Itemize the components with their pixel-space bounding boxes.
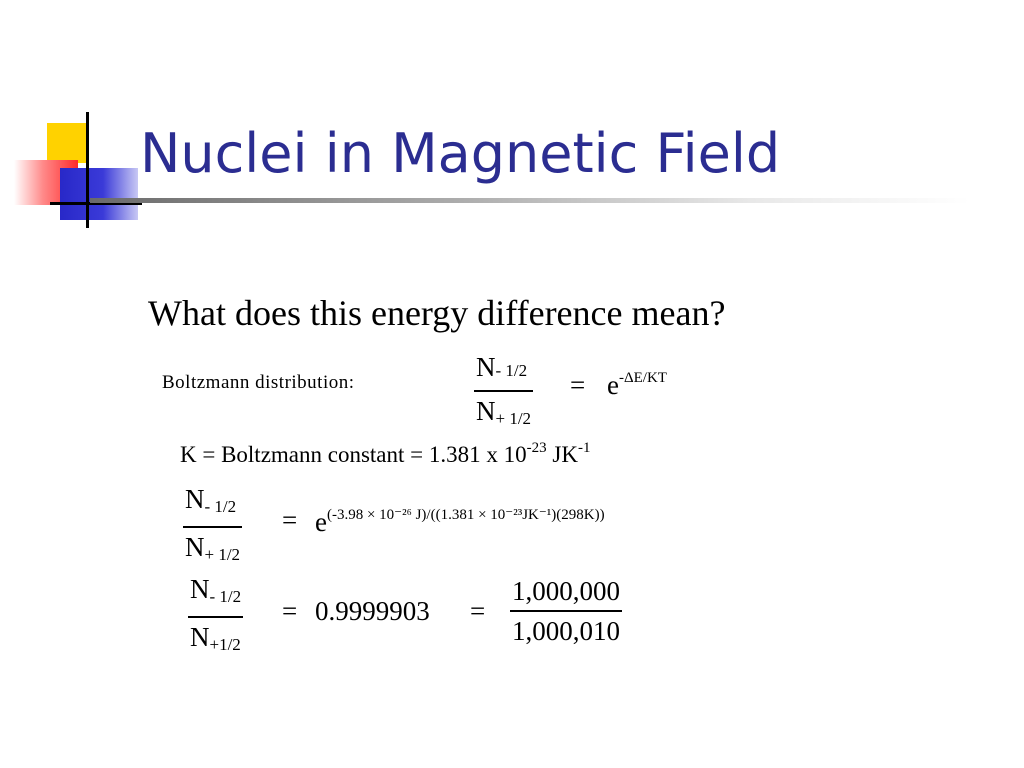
decor-yellow-square [47,123,87,163]
exponential-term-2: $e^{(-3.98 \times 10^{-26} J)/((1.381 \times 10^{-23}JK^{-1})(298K))}$ [315,507,605,537]
title-underline [90,198,970,203]
ratio-fraction-3 [188,572,243,662]
ratio-value: 0.9999903 [315,596,430,626]
fraction-bar [183,526,242,528]
boltzmann-constant: K = Boltzmann constant = 1.381 x $10^{-23}$ $JK^{-1}$ [180,440,591,467]
fraction-denominator: $N_{+1/2}$ [190,622,241,654]
boltzmann-label: Boltzmann distribution: [162,372,355,393]
decor-vertical-line [86,112,89,228]
question-text: What does this energy difference mean? [148,293,726,333]
fraction-bar [188,616,243,618]
equals-sign: = [470,596,486,626]
fraction-denominator: $N_{+ 1/2}$ [476,396,532,428]
equals-sign: = [282,505,298,535]
fraction-denominator: $N_{+ 1/2}$ [185,532,241,564]
fraction-denominator: 1,000,010 [512,616,620,646]
equals-sign: = [570,370,586,400]
fraction-bar [510,610,622,612]
population-fraction [510,574,622,648]
fraction-numerator: $N_{- 1/2}$ [190,574,242,606]
slide-title: Nuclei in Magnetic Field [140,122,781,185]
decor-blue-square [60,168,138,220]
equals-sign: = [282,596,298,626]
fraction-numerator: N- 1/2 [476,352,528,382]
ratio-fraction-2 [183,482,242,572]
ratio-fraction-1 [474,350,533,436]
exponential-term-1: $e^{-\Delta E/KT}$ [607,370,667,400]
fraction-numerator: $N_{- 1/2}$ [185,484,237,516]
fraction-numerator: 1,000,000 [512,576,620,606]
fraction-bar [474,390,533,392]
